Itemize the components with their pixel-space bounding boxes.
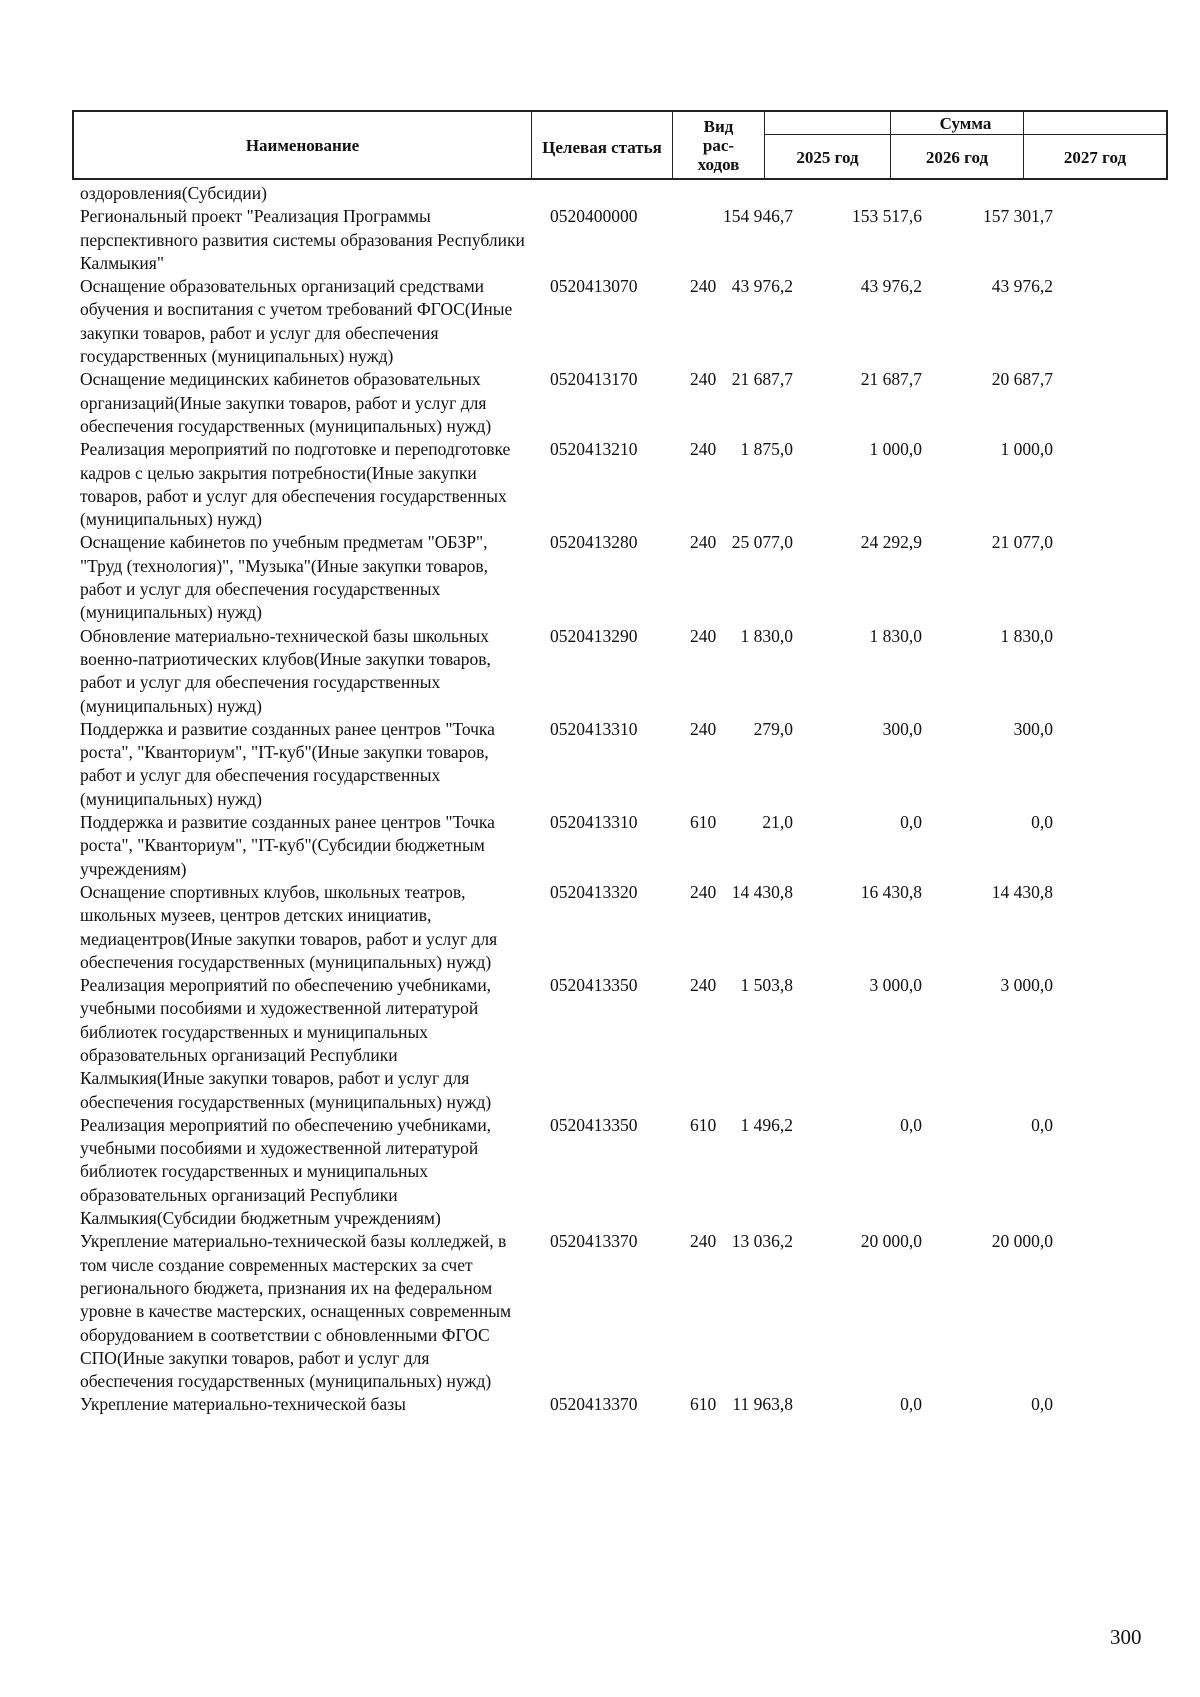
row-name: Региональный проект "Реализация Программы перспективного развития системы образования Республики Калмыкия" bbox=[80, 206, 525, 273]
header-sum: Сумма bbox=[939, 113, 992, 133]
row-value-2027: 1 830,0 bbox=[1000, 625, 1053, 646]
row-value-2027: 1 000,0 bbox=[1000, 439, 1053, 460]
row-name: Оснащение спортивных клубов, школьных театров, школьных музеев, центров детских инициатив, медиацентров(Иные закупки товаров, работ и услуг для обеспечения государственных (муниципальных) нужд) bbox=[80, 881, 498, 972]
row-value-2027: 14 430,8 bbox=[991, 881, 1053, 902]
row-expense-type: 240 bbox=[690, 625, 717, 646]
row-value-2027: 0,0 bbox=[1031, 1114, 1053, 1135]
row-name: оздоровления(Субсидии) bbox=[80, 183, 267, 203]
row-expense-type: 240 bbox=[690, 369, 717, 390]
row-value-2026: 1 000,0 bbox=[869, 439, 922, 460]
row-code: 0520413210 bbox=[550, 439, 638, 460]
page-number: 300 bbox=[1110, 1625, 1142, 1649]
row-code: 0520400000 bbox=[550, 206, 638, 227]
row-code: 0520413370 bbox=[550, 1231, 638, 1252]
row-value-2025: 25 077,0 bbox=[731, 532, 793, 553]
row-value-2025: 21 687,7 bbox=[731, 369, 793, 390]
row-value-2026: 21 687,7 bbox=[860, 369, 922, 390]
row-value-2026: 153 517,6 bbox=[852, 206, 922, 227]
row-value-2027: 43 976,2 bbox=[991, 276, 1053, 297]
header-expense-type: Вид рас-ходов bbox=[697, 116, 740, 174]
row-value-2026: 3 000,0 bbox=[869, 975, 922, 996]
row-value-2025: 279,0 bbox=[753, 718, 793, 739]
row-expense-type: 240 bbox=[690, 881, 717, 902]
row-value-2026: 0,0 bbox=[900, 812, 922, 833]
row-value-2026: 0,0 bbox=[900, 1394, 922, 1415]
row-value-2027: 0,0 bbox=[1031, 1394, 1053, 1415]
table-row bbox=[80, 625, 1180, 718]
row-code: 0520413310 bbox=[550, 812, 638, 833]
row-value-2025: 1 503,8 bbox=[740, 975, 793, 996]
row-name: Поддержка и развитие созданных ранее центров "Точка роста", "Кванториум", "IT-куб"(Субсидии бюджетным учреждениям) bbox=[80, 812, 495, 879]
row-expense-type: 240 bbox=[690, 276, 717, 297]
table-row bbox=[80, 275, 1180, 368]
row-name: Оснащение кабинетов по учебным предметам "ОБЗР", "Труд (технология)", "Музыка"(Иные закупки товаров, работ и услуг для обеспечения государственных (муниципальных) нужд) bbox=[80, 532, 489, 623]
row-value-2025: 21,0 bbox=[762, 812, 793, 833]
row-name: Поддержка и развитие созданных ранее центров "Точка роста", "Кванториум", "IT-куб"(Иные закупки товаров, работ и услуг для обеспечения государственных (муниципальных) нужд) bbox=[80, 718, 495, 809]
table-row bbox=[80, 1114, 1180, 1230]
row-value-2025: 43 976,2 bbox=[731, 276, 793, 297]
table-row bbox=[80, 531, 1180, 624]
table-header bbox=[72, 110, 1168, 180]
row-code: 0520413170 bbox=[550, 369, 638, 390]
row-value-2026: 20 000,0 bbox=[860, 1231, 922, 1252]
row-value-2027: 0,0 bbox=[1031, 812, 1053, 833]
table-row bbox=[80, 881, 1180, 974]
row-code: 0520413350 bbox=[550, 975, 638, 996]
table-row bbox=[80, 718, 1180, 811]
row-expense-type: 610 bbox=[690, 1394, 717, 1415]
table-row bbox=[80, 974, 1180, 1114]
row-code: 0520413280 bbox=[550, 532, 638, 553]
row-code: 0520413290 bbox=[550, 625, 638, 646]
header-year-2027: 2027 год bbox=[1063, 147, 1127, 167]
table-row bbox=[80, 1393, 1180, 1416]
row-expense-type: 610 bbox=[690, 812, 717, 833]
row-expense-type: 240 bbox=[690, 532, 717, 553]
row-name: Укрепление материально-технической базы колледжей, в том числе создание современных мастерских за счет регионального бюджета, признания их на федеральном уровне в качестве мастерских, оснащенных современным оборудованием в соответствии с обновленными ФГОС СПО(Иные закупки товаров, работ и услуг для обеспечения государственных (муниципальных) нужд) bbox=[80, 1231, 512, 1392]
table-row bbox=[80, 438, 1180, 531]
table-row bbox=[80, 182, 1180, 205]
row-name: Реализация мероприятий по подготовке и переподготовке кадров с целью закрытия потребности(Иные закупки товаров, работ и услуг для обеспечения государственных (муниципальных) нужд) bbox=[80, 439, 511, 530]
row-value-2027: 300,0 bbox=[1013, 718, 1053, 739]
row-value-2026: 300,0 bbox=[882, 718, 922, 739]
row-value-2025: 14 430,8 bbox=[731, 881, 793, 902]
row-code: 0520413070 bbox=[550, 276, 638, 297]
row-name: Реализация мероприятий по обеспечению учебниками, учебными пособиями и художественной литературой библиотек государственных и муниципальных образовательных организаций Республики Калмыкия(Субсидии бюджетным учреждениям) bbox=[80, 1114, 492, 1229]
table-row bbox=[80, 1230, 1180, 1393]
row-code: 0520413320 bbox=[550, 881, 638, 902]
table-row bbox=[80, 368, 1180, 438]
row-code: 0520413310 bbox=[550, 718, 638, 739]
row-expense-type: 240 bbox=[690, 439, 717, 460]
row-value-2025: 154 946,7 bbox=[723, 206, 793, 227]
row-value-2026: 16 430,8 bbox=[860, 881, 922, 902]
row-value-2027: 157 301,7 bbox=[983, 206, 1053, 227]
row-value-2025: 13 036,2 bbox=[731, 1231, 793, 1252]
row-code: 0520413350 bbox=[550, 1114, 638, 1135]
header-year-2026: 2026 год bbox=[925, 147, 989, 167]
row-name: Укрепление материально-технической базы bbox=[80, 1394, 406, 1415]
table-row bbox=[80, 811, 1180, 881]
header-code: Целевая статья bbox=[542, 137, 662, 157]
row-expense-type: 240 bbox=[690, 975, 717, 996]
row-value-2025: 1 875,0 bbox=[740, 439, 793, 460]
row-value-2025: 1 496,2 bbox=[740, 1114, 793, 1135]
row-value-2027: 21 077,0 bbox=[991, 532, 1053, 553]
row-value-2026: 43 976,2 bbox=[860, 276, 922, 297]
row-expense-type: 240 bbox=[690, 1231, 717, 1252]
row-value-2026: 24 292,9 bbox=[860, 532, 922, 553]
row-name: Оснащение медицинских кабинетов образовательных организаций(Иные закупки товаров, работ и услуг для обеспечения государственных (муниципальных) нужд) bbox=[80, 369, 492, 436]
table-row bbox=[80, 205, 1180, 275]
row-value-2027: 20 687,7 bbox=[991, 369, 1053, 390]
row-value-2026: 0,0 bbox=[900, 1114, 922, 1135]
row-expense-type: 240 bbox=[690, 718, 717, 739]
row-value-2026: 1 830,0 bbox=[869, 625, 922, 646]
row-code: 0520413370 bbox=[550, 1394, 638, 1415]
row-expense-type: 610 bbox=[690, 1114, 717, 1135]
row-name: Обновление материально-технической базы школьных военно-патриотических клубов(Иные закупки товаров, работ и услуг для обеспечения государственных (муниципальных) нужд) bbox=[80, 625, 491, 716]
row-value-2027: 3 000,0 bbox=[1000, 975, 1053, 996]
header-year-2025: 2025 год bbox=[796, 147, 859, 167]
row-name: Оснащение образовательных организаций средствами обучения и воспитания с учетом требований ФГОС(Иные закупки товаров, работ и услуг для обеспечения государственных (муниципальных) нужд) bbox=[80, 276, 513, 367]
row-value-2027: 20 000,0 bbox=[991, 1231, 1053, 1252]
row-name: Реализация мероприятий по обеспечению учебниками, учебными пособиями и художественной литературой библиотек государственных и муниципальных образовательных организаций Республики Калмыкия(Иные закупки товаров, работ и услуг для обеспечения государственных (муниципальных) нужд) bbox=[80, 975, 492, 1112]
header-name: Наименование bbox=[245, 135, 360, 155]
row-value-2025: 1 830,0 bbox=[740, 625, 793, 646]
table-body bbox=[80, 182, 1180, 1417]
row-value-2025: 11 963,8 bbox=[732, 1394, 793, 1415]
